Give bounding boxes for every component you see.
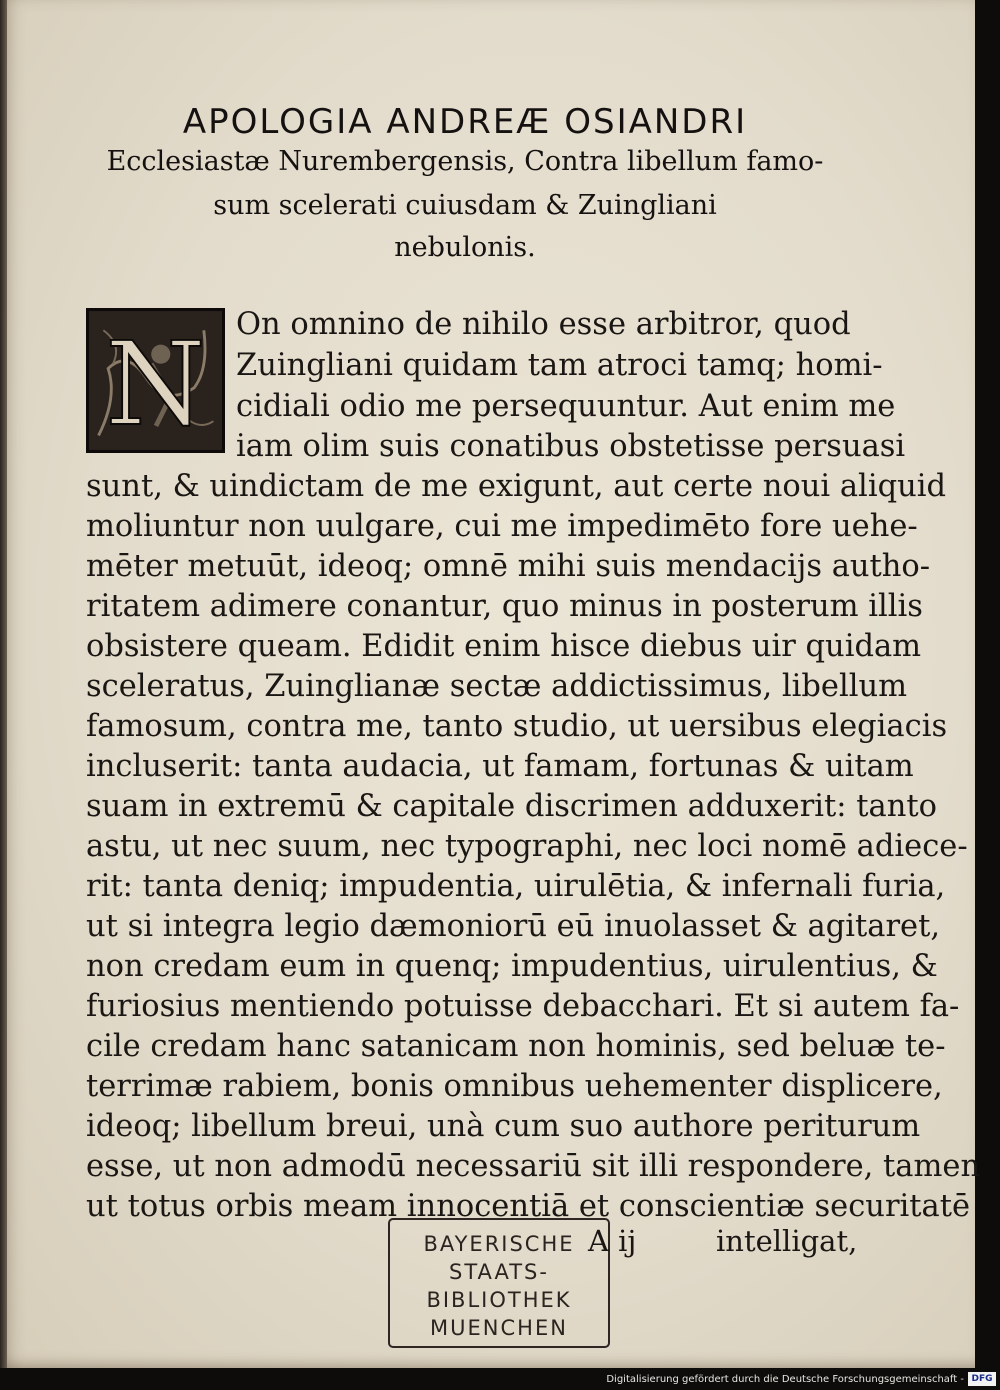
body-line: ut si integra legio dæmoniorū eū inuolasset & agitaret, xyxy=(86,909,941,944)
stamp-line-3: BIBLIOTHEK xyxy=(426,1288,572,1312)
body-line: Zuingliani quidam tam atroci tamq; homi- xyxy=(236,348,883,383)
body-line: ideoq; libellum breui, unà cum suo authore periturum xyxy=(86,1109,921,1144)
library-stamp xyxy=(388,1218,610,1348)
signature-mark: A ij xyxy=(588,1224,637,1258)
page-binding-edge xyxy=(0,0,7,1368)
title-line-3: sum scelerati cuiusdam & Zuingliani xyxy=(213,190,717,221)
dfg-logo: DFG xyxy=(968,1372,996,1386)
body-line: ut totus orbis meam innocentiā et conscientiæ securitatē xyxy=(86,1189,971,1224)
body-line: iam olim suis conatibus obstetisse persuasi xyxy=(236,429,906,464)
title-line-2: Ecclesiastæ Nurembergensis, Contra libellum famo- xyxy=(106,146,824,177)
initial-letter: N xyxy=(105,318,206,450)
body-line: furiosius mentiendo potuisse debacchari. Et si autem fa- xyxy=(86,989,960,1024)
body-line: famosum, contra me, tanto studio, ut uersibus elegiacis xyxy=(86,709,948,744)
title-line-1: APOLOGIA ANDREÆ OSIANDRI xyxy=(182,102,748,142)
catchword: intelligat, xyxy=(716,1224,858,1258)
body-line: cidiali odio me persequuntur. Aut enim me xyxy=(236,389,896,424)
body-line: suam in extremū & capitale discrimen adduxerit: tanto xyxy=(86,789,937,824)
body-line: terrimæ rabiem, bonis omnibus uehementer displicere, xyxy=(86,1069,943,1104)
decorated-initial-n xyxy=(86,308,225,453)
body-line: cile credam hanc satanicam non hominis, sed beluæ te- xyxy=(86,1029,946,1064)
body-line: astu, ut nec suum, nec typographi, nec loci nomē adiece- xyxy=(86,829,968,864)
body-line: moliuntur non uulgare, cui me impedimēto fore uehe- xyxy=(86,509,918,544)
body-line: sunt, & uindictam de me exigunt, aut certe noui aliquid xyxy=(86,469,947,504)
stamp-line-4: MUENCHEN xyxy=(430,1316,568,1340)
body-line: incluserit: tanta audacia, ut famam, fortunas & uitam xyxy=(86,749,914,784)
body-line: obsistere queam. Edidit enim hisce diebus uir quidam xyxy=(86,629,922,664)
body-line: sceleratus, Zuinglianæ sectæ addictissimus, libellum xyxy=(86,669,908,704)
body-line: rit: tanta deniq; impudentia, uirulētia, & infernali furia, xyxy=(86,869,946,904)
body-line: On omnino de nihilo esse arbitror, quod xyxy=(236,307,851,342)
body-line: esse, ut non admodū necessariū sit illi respondere, tamen xyxy=(86,1149,981,1184)
title-line-4: nebulonis. xyxy=(394,232,536,263)
stamp-line-1: BAYERISCHE xyxy=(423,1232,575,1256)
digitization-credit: Digitalisierung gefördert durch die Deutsche Forschungsgemeinschaft - xyxy=(606,1374,964,1385)
body-line: mēter metuūt, ideoq; omnē mihi suis mendacijs autho- xyxy=(86,549,931,584)
body-line: non credam eum in quenq; impudentius, uirulentius, & xyxy=(86,949,938,984)
body-line: ritatem adimere conantur, quo minus in posterum illis xyxy=(86,589,923,624)
decorated-initial-graphic xyxy=(89,311,222,450)
stamp-line-2: STAATS- xyxy=(449,1260,549,1284)
